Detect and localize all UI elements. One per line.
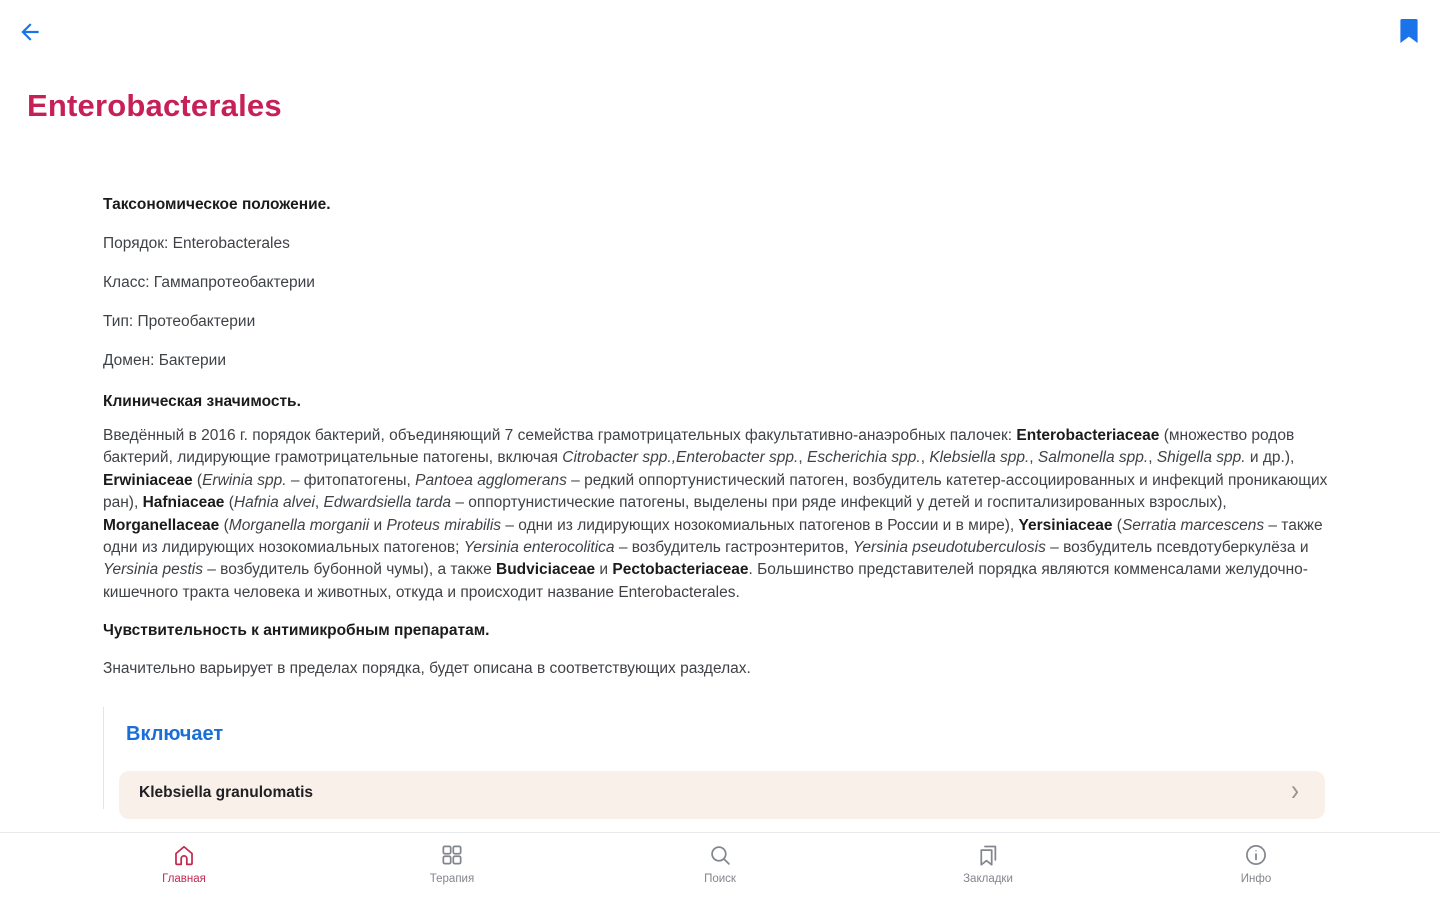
grid-icon bbox=[439, 842, 465, 868]
taxonomy-line-order: Порядок: Enterobacterales bbox=[103, 235, 290, 252]
info-icon bbox=[1243, 842, 1269, 868]
includes-section bbox=[103, 707, 1340, 809]
page-title: Enterobacterales bbox=[27, 88, 282, 123]
bottom-navigation bbox=[0, 832, 1440, 900]
list-item-label: Klebsiella granulomatis bbox=[139, 784, 313, 802]
susceptibility-text: Значительно варьирует в пределах порядка, будет описана в соответствующих разделах. bbox=[103, 660, 751, 678]
taxonomy-line-class: Класс: Гаммапротеобактерии bbox=[103, 274, 315, 291]
nav-item-therapy[interactable] bbox=[318, 833, 586, 900]
nav-label: Инфо bbox=[1240, 873, 1272, 885]
nav-label: Терапия bbox=[429, 873, 475, 885]
taxonomy-line-domain: Домен: Бактерии bbox=[103, 352, 226, 369]
includes-heading: Включает bbox=[126, 723, 224, 746]
arrow-left-icon bbox=[17, 19, 43, 45]
nav-label: Поиск bbox=[704, 873, 736, 885]
bookmarks-icon bbox=[975, 842, 1001, 868]
chevron-right-icon: › bbox=[1291, 773, 1299, 808]
clinical-significance-heading: Клиническая значимость. bbox=[103, 393, 301, 410]
article-content bbox=[103, 196, 1340, 809]
nav-label: Главная bbox=[162, 873, 206, 885]
bookmark-button[interactable] bbox=[1396, 16, 1422, 46]
nav-item-info[interactable] bbox=[1122, 833, 1390, 900]
clinical-significance-paragraph: Введённый в 2016 г. порядок бактерий, объединяющий 7 семейства грамотрицательных факультативно-анаэробных палочек: Enterobacteriaceae (множество родов бактерий, лидирующие грамотрицательные патогены, включая Citrobacter spp.,Enterobacter spp., Escherichia spp., Klebsiella spp., Salmonella spp., Shigella spp. и др.), Erwiniaceae (Erwinia spp. – фитопатогены, Pantoea agglomerans – редкий оппортунистический патоген, возбудитель катетер-ассоциированных и инфекций проникающих ран), Hafniaceae (Hafnia alvei, Edwardsiella tarda – оппортунистические патогены, выделены при ряде инфекций у детей и госпитализированных взрослых), Morganellaceae (Morganella morganii и Proteus mirabilis – одни из лидирующих нозокомиальных патогенов в России и в мире), Yersiniaceae (Serratia marcescens – также одни из лидирующих нозокомиальных патогенов; Yersinia enterocolitica – возбудитель гастроэнтеритов, Yersinia pseudotuberculosis – возбудитель псевдотуберкулёза и Yersinia pestis – возбудитель бубонной чумы), а также Budviciaceae и Pectobacteriaceae. Большинство представителей порядка являются комменсалами желудочно-кишечного тракта человека и животных, откуда и происходит название Enterobacterales. bbox=[103, 427, 1328, 601]
susceptibility-heading: Чувствительность к антимикробным препаратам. bbox=[103, 622, 490, 640]
taxonomy-line-phylum: Тип: Протеобактерии bbox=[103, 313, 256, 330]
home-icon bbox=[171, 842, 197, 868]
search-icon bbox=[707, 842, 733, 868]
nav-item-search[interactable] bbox=[586, 833, 854, 900]
list-item-klebsiella-granulomatis[interactable] bbox=[119, 771, 1325, 819]
nav-label: Закладки bbox=[963, 873, 1013, 885]
back-button[interactable] bbox=[16, 18, 44, 46]
taxonomy-heading: Таксономическое положение. bbox=[103, 196, 331, 213]
nav-item-home[interactable] bbox=[50, 833, 318, 900]
nav-item-bookmarks[interactable] bbox=[854, 833, 1122, 900]
bookmark-filled-icon bbox=[1398, 17, 1420, 45]
